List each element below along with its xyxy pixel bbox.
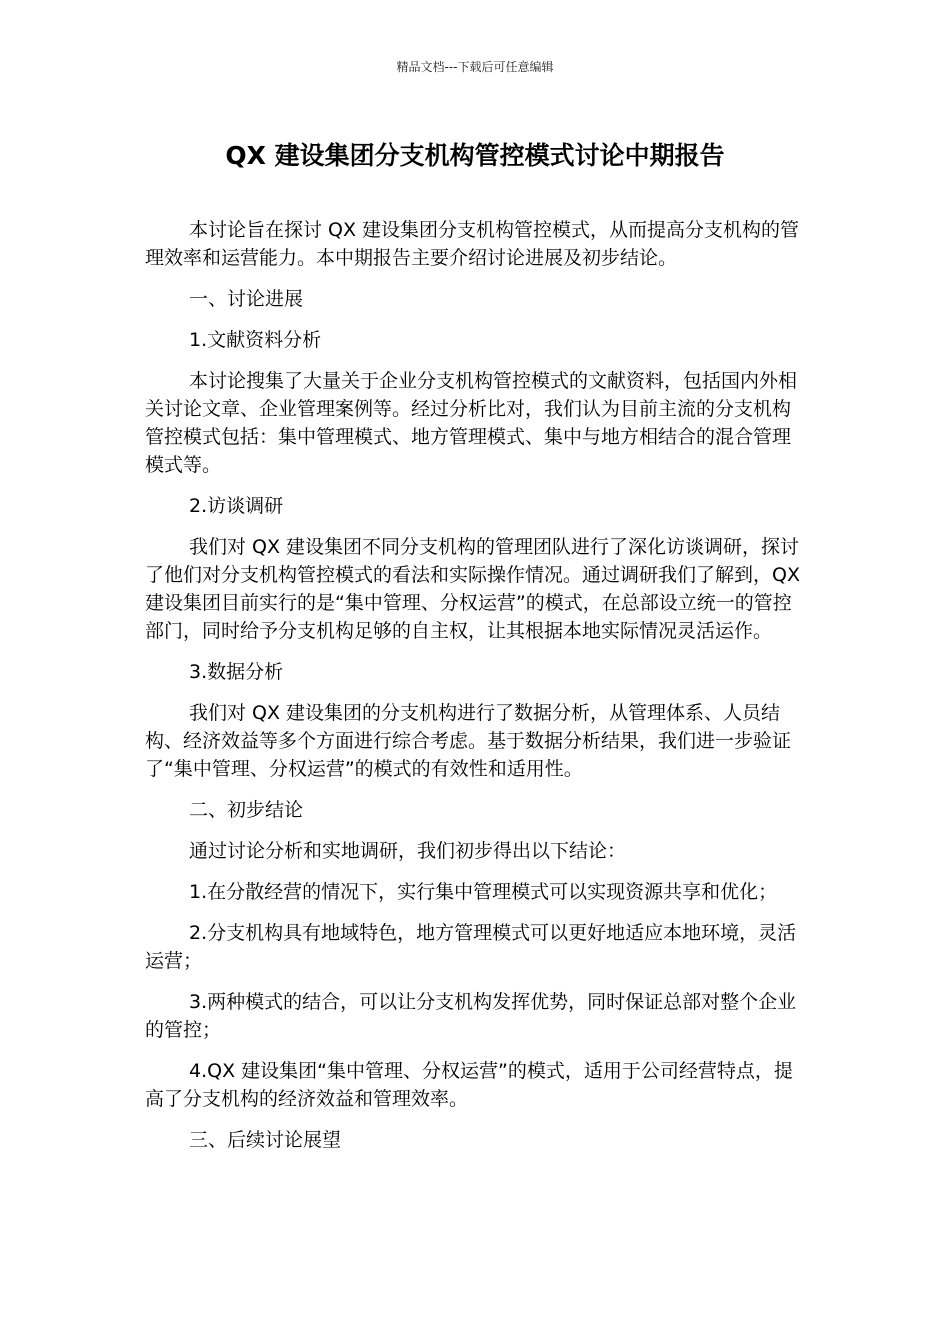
subsection-3-paragraph: 我们对 QX 建设集团的分支机构进行了数据分析，从管理体系、人员结构、经济效益等多个方面进行综合考虑。基于数据分析结果，我们进一步验证了“集中管理、分权运营”的模式的有效性和适用性。 <box>145 702 792 780</box>
section-3-heading: 三、后续讨论展望 <box>189 1129 342 1151</box>
subsection-3-heading: 3.数据分析 <box>189 661 284 683</box>
document-body <box>145 216 807 1154</box>
subsection-2-paragraph: 我们对 QX 建设集团不同分支机构的管理团队进行了深化访谈调研，探讨了他们对分支机构管控模式的看法和实际操作情况。通过调研我们了解到，QX 建设集团目前实行的是“集中管理、分权运营”的模式，在总部设立统一的管控部门，同时给予分支机构足够的自主权，让其根据本地实际情况灵活运作。 <box>145 536 800 642</box>
intro-paragraph: 本讨论旨在探讨 QX 建设集团分支机构管控模式，从而提高分支机构的管理效率和运营能力。本中期报告主要介绍讨论进展及初步结论。 <box>145 219 800 269</box>
conclusion-item: 1.在分散经营的情况下，实行集中管理模式可以实现资源共享和优化； <box>189 881 778 903</box>
subsection-2-heading: 2.访谈调研 <box>189 495 284 517</box>
section-1-heading: 一、讨论进展 <box>189 288 304 310</box>
subsection-1-paragraph: 本讨论搜集了大量关于企业分支机构管控模式的文献资料，包括国内外相关讨论文章、企业管理案例等。经过分析比对，我们认为目前主流的分支机构管控模式包括：集中管理模式、地方管理模式、集中与地方相结合的混合管理模式等。 <box>145 370 798 476</box>
document-title: QX 建设集团分支机构管控模式讨论中期报告 <box>225 141 725 170</box>
conclusion-item: 3.两种模式的结合，可以让分支机构发挥优势，同时保证总部对整个企业的管控； <box>145 991 797 1041</box>
conclusion-item: 4.QX 建设集团“集中管理、分权运营”的模式，适用于公司经营特点，提高了分支机构的经济效益和管理效率。 <box>145 1060 793 1110</box>
section-2-heading: 二、初步结论 <box>189 799 304 821</box>
header-note: 精品文档---下载后可任意编辑 <box>396 60 554 74</box>
subsection-1-heading: 1.文献资料分析 <box>189 329 322 351</box>
conclusion-item: 2.分支机构具有地域特色，地方管理模式可以更好地适应本地环境，灵活运营； <box>145 922 797 972</box>
conclusion-lead: 通过讨论分析和实地调研，我们初步得出以下结论： <box>189 840 627 862</box>
